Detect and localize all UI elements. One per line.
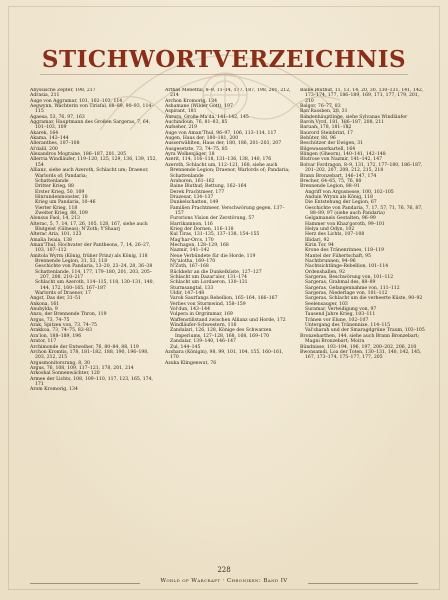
index-entry: Bilgewasserkartell, 164 [300, 146, 356, 152]
index-subentry: Schattenlande, 114, 177, 179–180, 201, 203, 205–207, 208, 210–217 [35, 269, 153, 281]
index-subentry: Nazmir, 141–142 [170, 248, 210, 254]
index-subentry: Geschichte von Pandaria, 13–20, 23–24, 28, 36–38 [35, 264, 153, 270]
index-entry: Aegwynn, Wächterin von Tirisfal, 88–89, 90–93, 114–115 [30, 104, 154, 115]
index-entry: Ban'Rassben, 28, 31 [300, 109, 348, 115]
index-entry: Archimonde der Entweiher, 76, 80–84, 88, 119 [30, 344, 139, 350]
index-entry: Aurora, Große Ma'da, 141–142, 145 [165, 114, 249, 120]
index-entry: Azuka Klingenwut, 76 [165, 360, 217, 366]
index-subentry: Derek Prachtmeer, 177 [170, 189, 225, 195]
index-entry: Azeroth, Schlacht um, 112–121, 168, siehe auch Brennende Legion; Draenor, Warlords of; Pandaria; Schattenlande [165, 162, 290, 179]
index-entry: Ankona, 161 [30, 301, 60, 307]
index-subentry: Schattenlande [35, 178, 69, 184]
index-entry: Aufseher, 219 [165, 125, 198, 131]
index-entry: Auge von Aggramar, 101, 102–103, 114 [30, 98, 123, 104]
index-subentry: Krieg um Pandaria, 10–46 [35, 200, 96, 206]
index-subentry: Gelgamanels Gestalten, 96–99 [305, 216, 376, 222]
index-entry: Arthas Menethil, 8–9, 11–14, 177, 187, 198, 201, 212, 214 [165, 88, 291, 99]
index-subentry: Schlacht um Lordaeron, 130–131 [170, 280, 248, 286]
index-entry: Argusmonitorsrang, 8, 30 [30, 360, 90, 366]
page-number: 228 [217, 566, 231, 574]
index-entry: Balgor, 76–77, 83 [300, 104, 341, 110]
index-entry: Arak, Spitzen von, 73, 74–75 [30, 323, 97, 329]
index-subentry: Val'sharah und der Smaragdgrüne Traum, 103–105 [305, 328, 425, 334]
index-entry: Angst, Das der, 31–51 [30, 296, 81, 302]
index-entry: Bandenhäuptlinge, siehe Sylvanas Windläufer [300, 114, 408, 120]
index-entry: Bwonsamdi, Loa der Toten, 130–131, 140, 142, 145, 167, 173–174, 175–177, 177, 205 [300, 349, 422, 361]
index-entry: Auchindoun, 76, 81–83, 85 [165, 120, 228, 126]
index-entry: Amitola Wyrm (König, früher Prinz) als König, 118 [30, 253, 148, 259]
index-subentry: Sargeras, Niederlage von, 101–112 [305, 291, 388, 297]
index-subentry: Harrikamnon, 116 [170, 221, 213, 227]
index-subentry: Nachtsichtlinge-Rebellion, 101–114 [305, 264, 389, 270]
index-subentry: Rückkehr an die Dunkelküste, 127–127 [170, 269, 262, 275]
index-subentry: Arahoren, 161–162 [170, 178, 215, 184]
index-subentry: Brennende Legion, 31, 53, 118 [35, 259, 108, 264]
index-entry: Aspirant, 181 [165, 109, 197, 115]
index-subentry: Waffenstillstand zwischen Allianz und Horde, 172 [170, 317, 286, 323]
index-entry: Aggramar, Hauptmann des Großen Sargeras, 7, 64, 101–103, 109 [30, 120, 151, 131]
index-subentry: Sargeras, Schlacht um die verheerte Küste, 90–92 [305, 296, 423, 302]
index-entry: Ayra Wolkenjäger, 18 [165, 152, 215, 158]
index-entry: Brennende Legion, 88–91 [300, 184, 360, 190]
index-subentry: Tränen vor Elune, 102–107 [305, 317, 369, 323]
index-subentry: Vulpera in Orgrimmar, 169 [170, 312, 233, 318]
index-subentry: Vol'dun, 143–144 [170, 307, 211, 313]
index-entry: Beschützer der Ewigen, 31 [300, 141, 364, 147]
index-subentry: Varok Saurfangs Rebellion, 165–164, 166–167 [170, 296, 278, 302]
index-entry: Azshara (Königin), 98, 99, 101, 104, 155, 160–161, 170 [165, 349, 284, 361]
index-entry: Al'dalil, 200 [30, 146, 58, 152]
index-entry: Agaesa, 53, 76, 97, 163 [30, 114, 85, 120]
index-subentry: Sturmsangtal, 133 [170, 285, 214, 291]
index-entry: Arakkoa, 73, 74–75, 82–83 [30, 328, 92, 334]
page-title: STICHWORTVERZEICHNIS [41, 46, 407, 73]
index-subentry: Warlords of Draenor, 17 [35, 291, 91, 297]
index-entry: Ausgesetzte, 73, 74–75, 85 [165, 146, 228, 152]
index-entry: Abyssische Zepter, 198, 217 [30, 88, 96, 93]
index-entry: Argus, 76, 108, 109, 117–121, 178, 201, 214 [30, 365, 134, 371]
index-entry: Baron Vyrd, 181, 186–187, 208, 211 [300, 120, 385, 126]
index-subentry: Krieg der Dornen, 116–118 [170, 226, 234, 232]
index-entry: Brecher, 64–65, 75, 76, 80 [300, 178, 362, 184]
index-subentry: Baine Bluthuf; Rettung, 162–164 [170, 184, 247, 190]
index-subentry: Hinrundenmonster, 18 [35, 194, 88, 200]
index-entry: Ausserwählten, Haus der, 180, 186, 201–203, 207 [165, 141, 282, 147]
index-entry: Anzu, der Brennende Thron, 119 [30, 312, 107, 318]
index-subentry: Kul Tiras, 131–135, 137–138, 154–155 [170, 232, 260, 238]
index-subentry: Mantel der Fiihertschaft, 95 [305, 253, 371, 259]
index-entry: Ara'lon, 188–189, 196 [30, 333, 82, 339]
index-subentry: Drazesar, 134–137 [170, 194, 214, 200]
index-subentry: Uldir, 147–148 [170, 291, 205, 297]
index-entry: Auge von Aman'Thul, 96–97, 106, 113–114, 117 [165, 130, 277, 136]
index-entry: Argus, 73, 74–75 [30, 317, 70, 323]
index-entry: Adrasia, 211 [30, 93, 60, 99]
title-divider [40, 74, 408, 75]
index-subentry: Seelensauger, 103 [305, 301, 348, 307]
index-subentry: Kirin Tor, 94 [305, 242, 334, 248]
index-entry: Baruan, 178, 181–182 [300, 125, 352, 131]
index-subentry: Krone des Tränenrinnes, 118–119 [305, 248, 385, 254]
index-column-3 [300, 88, 427, 558]
index-entry: Alexandros Mograine, 186–187, 201, 205 [30, 152, 127, 158]
index-entry: Alterac Aria, 101, 123 [30, 232, 82, 238]
index-entry: Augen, Haus der, 180–181, 200 [165, 136, 239, 142]
index-entry: Azerit, 114, 116–118, 131–136, 138, 140, 176 [165, 157, 272, 163]
index-subentry: Zweiter Krieg, 88, 109 [35, 210, 88, 216]
index-subentry: Erster Krieg, 50, 109 [35, 189, 85, 195]
index-entry: Brann Bronzebart, 146–147, 174 [300, 173, 377, 179]
index-entry: Behüter, 88, 96 [300, 136, 336, 142]
index-entry: Arator, 117 [30, 339, 57, 345]
index-entry: Akarek, 164 [30, 130, 59, 136]
index-subentry: Suramar, Verteidigung von, 97 [305, 307, 377, 313]
index-entry: Akama, 143–144 [30, 136, 69, 142]
index-entry: Ashamane (Wilder Gott), 197 [165, 104, 233, 110]
index-subentry: Illidari, 92 [305, 237, 330, 243]
index-subentry: Angriff von Argusnesse, 100, 102–105 [305, 189, 394, 195]
index-subentry: Sargeras, Beschwörung von, 101–112 [305, 275, 394, 281]
index-column-1 [30, 88, 157, 558]
index-subentry: Sargeras, Grabmal des, 88–89 [305, 280, 376, 286]
index-entry: Blingen (Gheorn), 140–141, 142–148 [300, 152, 386, 158]
index-entry: Anubylda, 9 [30, 307, 58, 313]
index-entry: Amalia Iwaia, 138 [30, 237, 72, 243]
index-subentry: Sargeras, Gefangennahme von, 111–112 [305, 285, 400, 291]
index-subentry: Furorions Vision der Zerstörung, 57 [170, 216, 255, 222]
index-entry: Bündnisse, 193–194, 196, 197, 200–202, 206, 210 [300, 344, 417, 350]
index-subentry: Ordenshallen, 92 [305, 269, 346, 275]
index-entry: Arom Kromorig, 134 [30, 387, 78, 393]
index-columns [30, 88, 434, 558]
index-subentry: Zandalar, 139–140, 146–147 [170, 339, 236, 345]
index-subentry: Dritter Krieg, 88 [35, 184, 74, 190]
index-subentry: Mag'har-Orcs, 170 [170, 237, 214, 243]
index-subentry: Herz des Lichts, 107–108 [305, 232, 365, 238]
index-entry: Allerria Windläufer, 119–120, 125, 129, 136, 139, 152, 154 [30, 157, 157, 168]
index-entry: Armee der Lichts, 108, 109–110, 117, 123, 165, 174, 171 [30, 376, 153, 387]
index-entry: Bronzebarthen, 144, siehe auch Brann Bronzebart; Magni Bronzebart; Moira [300, 333, 420, 345]
index-entry: Allianz, siehe auch Azeroth, Schlacht um; Draenor, Warlords of; Pandaria; [30, 168, 149, 179]
index-subentry: Nachtbrunnen, 94–96 [305, 259, 356, 264]
index-subentry: Mechagon, 128–129, 168 [170, 242, 229, 248]
index-entry: Archon Kromorig, 134 [165, 98, 218, 104]
index-subentry: Zandalari, 126, 128, Könige des Schwarzen Imperiums, 127–128, 168, 168, 169–170 [170, 328, 272, 339]
index-entry: Blutrose von Nazmir, 141–142, 147 [300, 157, 383, 163]
index-subentry: Familien Prachtmeer, Verschwörung gegen, 137–157 [170, 205, 285, 216]
index-subentry: Tausend Jahre Krieg, 103–111 [305, 312, 376, 318]
index-subentry: Zul, 144–145 [170, 344, 201, 350]
index-entry: Baine Bluthuf, 11, 13, 14, 20, 30, 130–131, 141, 142, 173–174, 177, 186–189, 169, 171, 177, 179, 201, 210 [300, 88, 424, 104]
index-subentry: Anduin Wrynn als König, 118 [305, 194, 373, 200]
index-subentry: Schlacht um Dazar'alor, 131–174 [170, 275, 247, 281]
index-subentry: Helya und Odyn, 102 [305, 226, 355, 232]
index-subentry: Neue Verbündete für die Horde, 119 [170, 253, 256, 259]
index-subentry: N'Zoth, 167–168 [170, 264, 209, 270]
index-entry: Bolvar Fordragon, 8–9, 131, 172, 177–180, 186–187, 201–202, 207, 208, 212, 215, 218 [300, 162, 423, 174]
index-entry: Alterac, 5, 7, 14, 17, 26, 105, 128, 167, siehe auch Blutgeist (Gilneas); N'Zoth; Y'Shaarj [30, 221, 148, 232]
index-subentry: Verlies von Sturmwind, 158–159 [170, 301, 246, 307]
index-entry: Baurord Steinbrint, 17 [300, 130, 353, 136]
index-subentry: Die Entstehung der Legion, 67 [305, 200, 377, 206]
index-subentry: Schlacht um Azeroth, 114–115, 118, 130–131, 140, 144, 172, 160–165, 167–187 [35, 280, 155, 291]
index-subentry: Windläufer-Schwestern, 116 [170, 323, 237, 329]
index-entry: Alleranthes, 107–108 [30, 141, 80, 147]
index-column-2 [165, 88, 292, 558]
index-entry: Alonsus Faol, 14, 213 [30, 216, 80, 222]
index-entry: Aman'Thul, Hochvater der Pantheons, 7, 14, 26–27, 103, 107–112 [30, 242, 151, 254]
index-subentry: Dunkelschatten, 149 [170, 200, 219, 206]
index-subentry: Ny'alotha, 169–170 [170, 259, 216, 264]
index-entry: Arkoshal Sonnenwächter, 120 [30, 371, 100, 377]
index-subentry: Hammer von Khaz'goroth, 99–101 [305, 221, 385, 227]
index-subentry: Vierter Krieg, 118 [35, 205, 78, 211]
index-subentry: Geschichte von Pandaria, 7, 17, 57, 71, 76, 76, 87, 88–89, 97 (siehe auch Pandaria) [305, 205, 423, 216]
index-entry: Archon Kromtis, 178, 181–182, 188, 190, 196–198, 203, 212, 215 [30, 349, 149, 361]
running-footer: World of Warcraft · Chroniken: Band IV [160, 578, 288, 584]
index-subentry: Untergang des Tränennixe, 114–115 [305, 323, 391, 329]
